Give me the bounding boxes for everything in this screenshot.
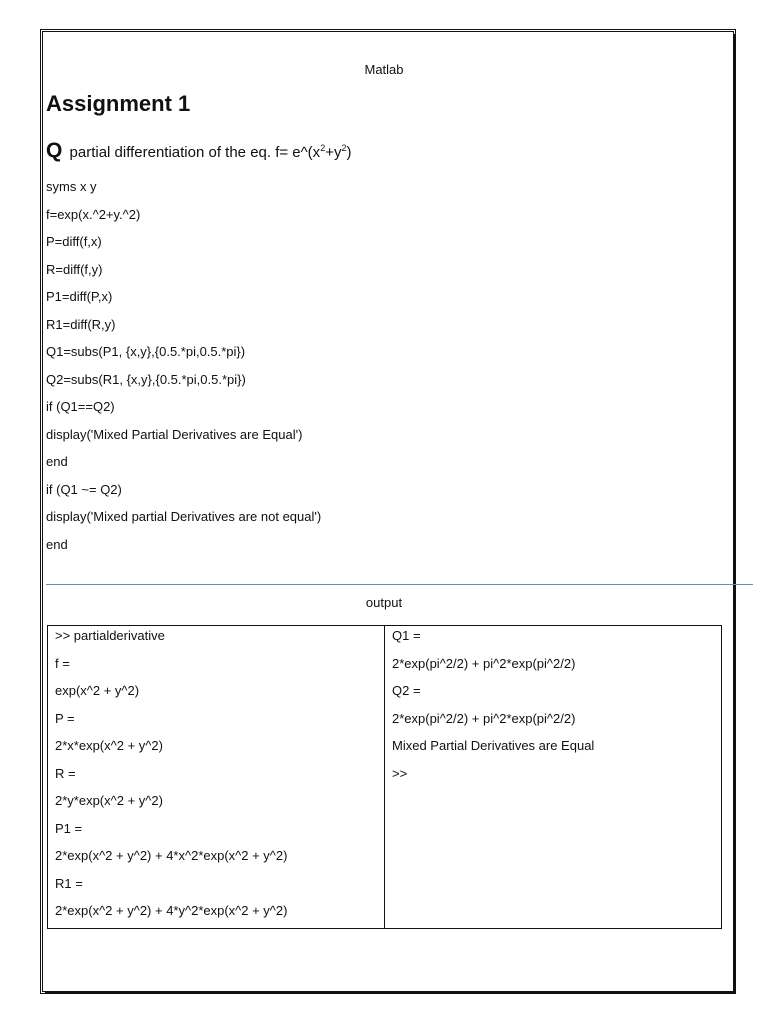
output-label: output (365, 595, 403, 610)
code-line: if (Q1 ~= Q2) (46, 481, 122, 497)
output-line: exp(x^2 + y^2) (55, 683, 140, 698)
code-line: P=diff(f,x) (46, 234, 102, 249)
output-line: R = (55, 765, 76, 781)
output-line: >> partialderivative (55, 628, 165, 643)
question-text-end: ) (346, 144, 352, 161)
question-line (46, 139, 351, 163)
output-line: >> (392, 765, 408, 781)
question-text-mid: +y (325, 144, 342, 161)
output-line: 2*exp(x^2 + y^2) + 4*x^2*exp(x^2 + y^2) (55, 848, 288, 863)
output-line: R1 = (55, 875, 83, 891)
section-divider (46, 584, 753, 585)
question-exponent-y: 2 (341, 143, 347, 153)
code-line: f=exp(x.^2+y.^2) (46, 206, 141, 222)
output-line: P = (55, 710, 75, 726)
code-line: Q1=subs(P1, {x,y},{0.5.*pi,0.5.*pi}) (46, 344, 246, 359)
question-exponent-x: 2 (320, 143, 326, 153)
code-line: if (Q1==Q2) (46, 399, 115, 414)
question-text: partial differentiation of the eq. f= e^(x (69, 144, 321, 161)
output-line: P1 = (55, 820, 83, 836)
output-line: 2*y*exp(x^2 + y^2) (55, 793, 163, 808)
assignment-heading: Assignment 1 (46, 91, 191, 116)
code-line: display('Mixed partial Derivatives are not equal') (46, 509, 322, 524)
code-line: display('Mixed Partial Derivatives are Equal') (46, 426, 303, 442)
code-listing (46, 178, 321, 563)
output-line: Q2 = (392, 683, 421, 698)
document-header: Matlab (364, 62, 404, 77)
output-line: f = (55, 655, 70, 671)
code-line: R1=diff(R,y) (46, 316, 116, 332)
output-column-right (385, 626, 721, 928)
code-line: P1=diff(P,x) (46, 289, 113, 304)
output-line: 2*x*exp(x^2 + y^2) (55, 738, 163, 753)
output-table (47, 625, 722, 929)
code-line: end (46, 536, 68, 552)
output-line: 2*exp(pi^2/2) + pi^2*exp(pi^2/2) (392, 655, 576, 671)
code-line: end (46, 454, 68, 469)
output-line: 2*exp(x^2 + y^2) + 4*y^2*exp(x^2 + y^2) (55, 903, 288, 918)
output-line: Mixed Partial Derivatives are Equal (392, 738, 595, 753)
code-line: Q2=subs(R1, {x,y},{0.5.*pi,0.5.*pi}) (46, 371, 246, 387)
code-line: R=diff(f,y) (46, 261, 103, 277)
question-letter: Q (46, 139, 63, 162)
code-line: syms x y (46, 179, 97, 194)
output-line: Q1 = (392, 628, 421, 643)
output-line: 2*exp(pi^2/2) + pi^2*exp(pi^2/2) (392, 710, 576, 726)
output-column-left (48, 626, 385, 928)
